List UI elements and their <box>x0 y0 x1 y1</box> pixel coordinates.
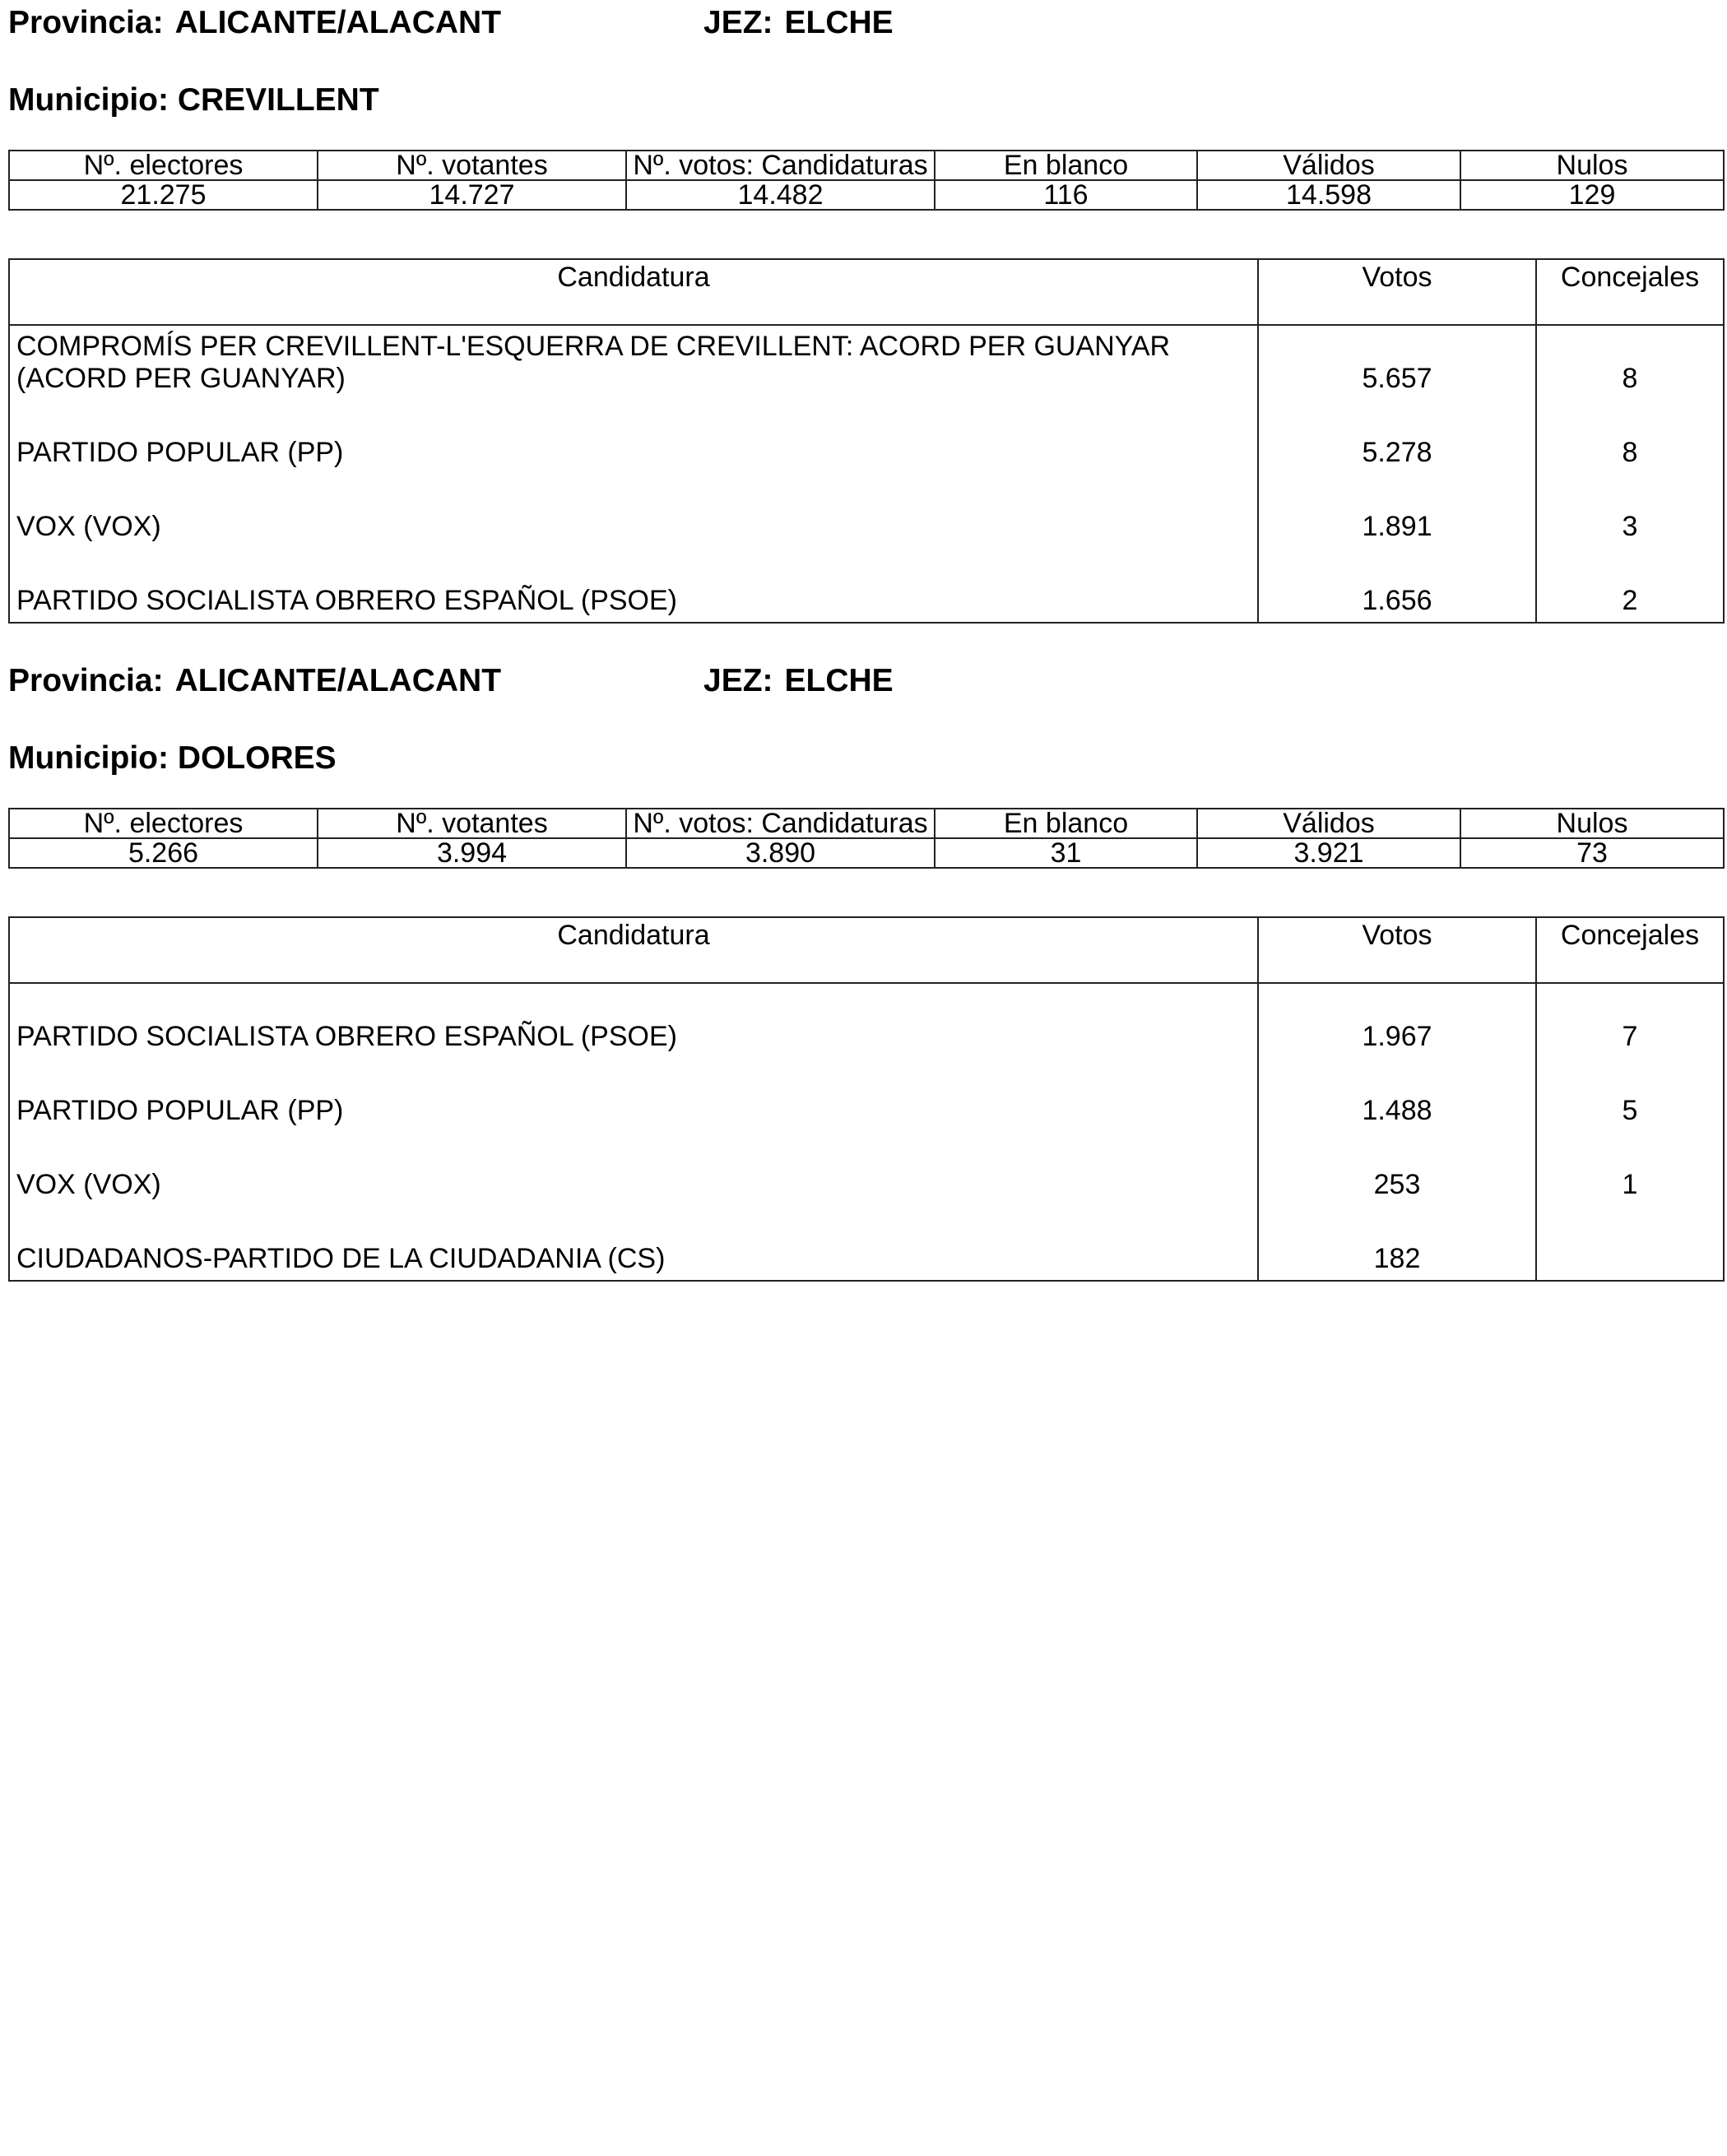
stats-header-electores: Nº. electores <box>9 151 318 180</box>
jez-value: ELCHE <box>784 5 894 40</box>
table-row <box>9 548 1724 623</box>
stats-header-electores: Nº. electores <box>9 809 318 838</box>
stats-header-validos: Válidos <box>1197 809 1460 838</box>
candidatura-votos: 1.967 <box>1258 983 1536 1058</box>
candidatura-concejales: 8 <box>1536 400 1724 474</box>
candidatura-concejales: 7 <box>1536 983 1724 1058</box>
provincia-value: ALICANTE/ALACANT <box>174 5 502 40</box>
stats-header-nulos: Nulos <box>1460 151 1724 180</box>
stats-header-en-blanco: En blanco <box>935 809 1197 838</box>
table-row <box>9 1206 1724 1281</box>
candidatura-concejales: 3 <box>1536 474 1724 548</box>
provincia-value: ALICANTE/ALACANT <box>174 663 502 698</box>
stats-value-electores: 21.275 <box>9 180 318 210</box>
stats-table <box>8 808 1725 869</box>
table-row <box>9 983 1724 1058</box>
candidatura-name: COMPROMÍS PER CREVILLENT-L'ESQUERRA DE CREVILLENT: ACORD PER GUANYAR (ACORD PER GUANYAR) <box>9 325 1258 400</box>
candidaturas-header-row <box>9 259 1724 325</box>
stats-value-validos: 3.921 <box>1197 838 1460 868</box>
stats-header-row <box>9 809 1724 838</box>
stats-value-nulos: 73 <box>1460 838 1724 868</box>
table-row <box>9 400 1724 474</box>
stats-value-en-blanco: 116 <box>935 180 1197 210</box>
stats-header-votantes: Nº. votantes <box>318 809 626 838</box>
candidatura-votos: 5.657 <box>1258 325 1536 400</box>
municipio-value: DOLORES <box>177 740 337 776</box>
table-row <box>9 325 1724 400</box>
table-row <box>9 474 1724 548</box>
stats-value-row <box>9 838 1724 868</box>
stats-header-votos-candidaturas: Nº. votos: Candidaturas <box>626 151 935 180</box>
candidatura-votos: 182 <box>1258 1206 1536 1281</box>
stats-header-validos: Válidos <box>1197 151 1460 180</box>
stats-header-votantes: Nº. votantes <box>318 151 626 180</box>
header-votos: Votos <box>1258 917 1536 983</box>
stats-header-en-blanco: En blanco <box>935 151 1197 180</box>
candidatura-name: VOX (VOX) <box>9 1132 1258 1206</box>
candidatura-concejales <box>1536 1206 1724 1281</box>
header-concejales: Concejales <box>1536 259 1724 325</box>
stats-value-en-blanco: 31 <box>935 838 1197 868</box>
candidaturas-table <box>8 258 1725 624</box>
stats-header-row <box>9 151 1724 180</box>
results-section-crevillent <box>8 0 1723 617</box>
header-concejales: Concejales <box>1536 917 1724 983</box>
candidatura-votos: 1.488 <box>1258 1058 1536 1132</box>
stats-value-electores: 5.266 <box>9 838 318 868</box>
provincia-header: Provincia: ALICANTE/ALACANT <box>8 663 502 698</box>
candidatura-name: VOX (VOX) <box>9 474 1258 548</box>
candidatura-votos: 253 <box>1258 1132 1536 1206</box>
stats-header-votos-candidaturas: Nº. votos: Candidaturas <box>626 809 935 838</box>
stats-value-votantes: 3.994 <box>318 838 626 868</box>
stats-value-validos: 14.598 <box>1197 180 1460 210</box>
municipio-value: CREVILLENT <box>177 82 379 118</box>
candidaturas-header-row <box>9 917 1724 983</box>
jez-header: JEZ: ELCHE <box>703 663 894 698</box>
stats-value-votos-candidaturas: 3.890 <box>626 838 935 868</box>
jez-header: JEZ: ELCHE <box>703 5 894 40</box>
candidatura-votos: 1.891 <box>1258 474 1536 548</box>
jez-value: ELCHE <box>784 663 894 698</box>
table-row <box>9 1058 1724 1132</box>
municipio-header: Municipio: CREVILLENT <box>8 82 379 118</box>
stats-table <box>8 150 1725 211</box>
candidatura-name: PARTIDO SOCIALISTA OBRERO ESPAÑOL (PSOE) <box>9 983 1258 1058</box>
municipio-header: Municipio: DOLORES <box>8 740 337 776</box>
header-votos: Votos <box>1258 259 1536 325</box>
table-row <box>9 1132 1724 1206</box>
stats-value-votos-candidaturas: 14.482 <box>626 180 935 210</box>
results-section-dolores <box>8 658 1723 1275</box>
candidaturas-table <box>8 916 1725 1282</box>
candidatura-name: CIUDADANOS-PARTIDO DE LA CIUDADANIA (CS) <box>9 1206 1258 1281</box>
provincia-header: Provincia: ALICANTE/ALACANT <box>8 5 502 40</box>
candidatura-name: PARTIDO POPULAR (PP) <box>9 1058 1258 1132</box>
candidatura-votos: 1.656 <box>1258 548 1536 623</box>
candidatura-votos: 5.278 <box>1258 400 1536 474</box>
stats-value-row <box>9 180 1724 210</box>
candidatura-concejales: 5 <box>1536 1058 1724 1132</box>
header-candidatura: Candidatura <box>9 917 1258 983</box>
candidatura-concejales: 8 <box>1536 325 1724 400</box>
stats-header-nulos: Nulos <box>1460 809 1724 838</box>
candidatura-concejales: 2 <box>1536 548 1724 623</box>
candidatura-name: PARTIDO POPULAR (PP) <box>9 400 1258 474</box>
header-candidatura: Candidatura <box>9 259 1258 325</box>
candidatura-concejales: 1 <box>1536 1132 1724 1206</box>
candidatura-name: PARTIDO SOCIALISTA OBRERO ESPAÑOL (PSOE) <box>9 548 1258 623</box>
stats-value-nulos: 129 <box>1460 180 1724 210</box>
stats-value-votantes: 14.727 <box>318 180 626 210</box>
